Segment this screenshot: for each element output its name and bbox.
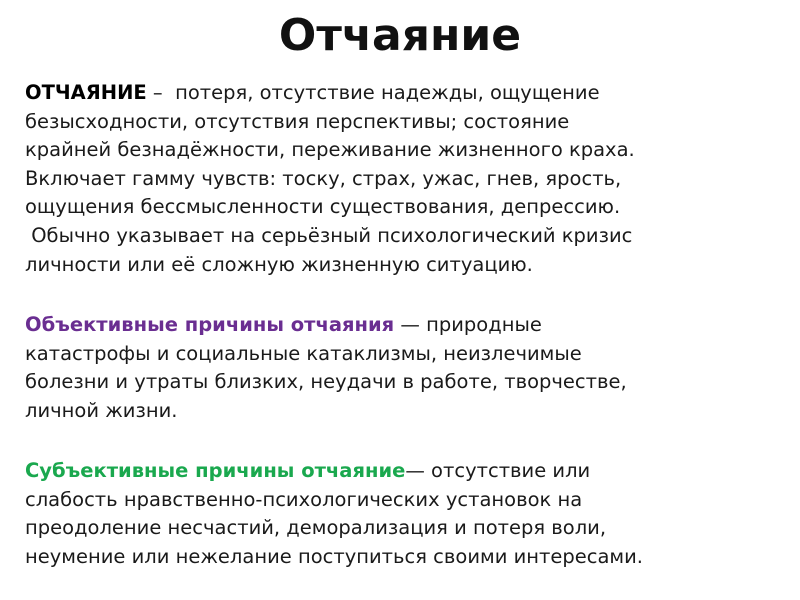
objective-line-4: личной жизни. <box>25 398 178 422</box>
subjective-line-1 <box>25 457 785 486</box>
subjective-text-1: — отсутствие или <box>405 459 591 482</box>
objective-line-2: катастрофы и социальные катаклизмы, неизлечимые <box>25 341 582 365</box>
definition-line-6: Обычно указывает на серьёзный психологический кризис <box>25 223 633 247</box>
subjective-line-4: неумение или нежелание поступиться своими интересами. <box>25 544 643 568</box>
objective-causes-term: Объективные причины отчаяния <box>25 313 395 336</box>
subjective-line-3: преодоление несчастий, деморализация и потеря воли, <box>25 516 607 540</box>
subjective-causes-paragraph <box>25 457 785 571</box>
definition-line-7: личности или её сложную жизненную ситуацию. <box>25 252 533 276</box>
definition-text-1: – потеря, отсутствие надежды, ощущение <box>146 81 600 104</box>
slide-title: Отчаяние <box>278 10 522 61</box>
subjective-causes-term: Субъективные причины отчаяние <box>25 459 406 482</box>
definition-line-5: ощущения бессмысленности существования, депрессию. <box>25 195 621 219</box>
objective-text-1: — природные <box>394 313 542 336</box>
objective-line-1 <box>25 311 785 340</box>
definition-term: ОТЧАЯНИЕ <box>25 81 147 104</box>
definition-line-3: крайней безнадёжности, переживание жизненного краха. <box>25 138 635 162</box>
definition-paragraph <box>25 79 785 279</box>
subjective-line-2: слабость нравственно-психологических установок на <box>25 487 583 511</box>
objective-causes-paragraph <box>25 311 785 425</box>
definition-line-4: Включает гамму чувств: тоску, страх, ужас, гнев, ярость, <box>25 166 622 190</box>
objective-line-3: болезни и утраты близких, неудачи в работе, творчестве, <box>25 370 627 394</box>
definition-line-2: безысходности, отсутствия перспективы; состояние <box>25 109 570 133</box>
definition-line-1 <box>25 79 785 108</box>
